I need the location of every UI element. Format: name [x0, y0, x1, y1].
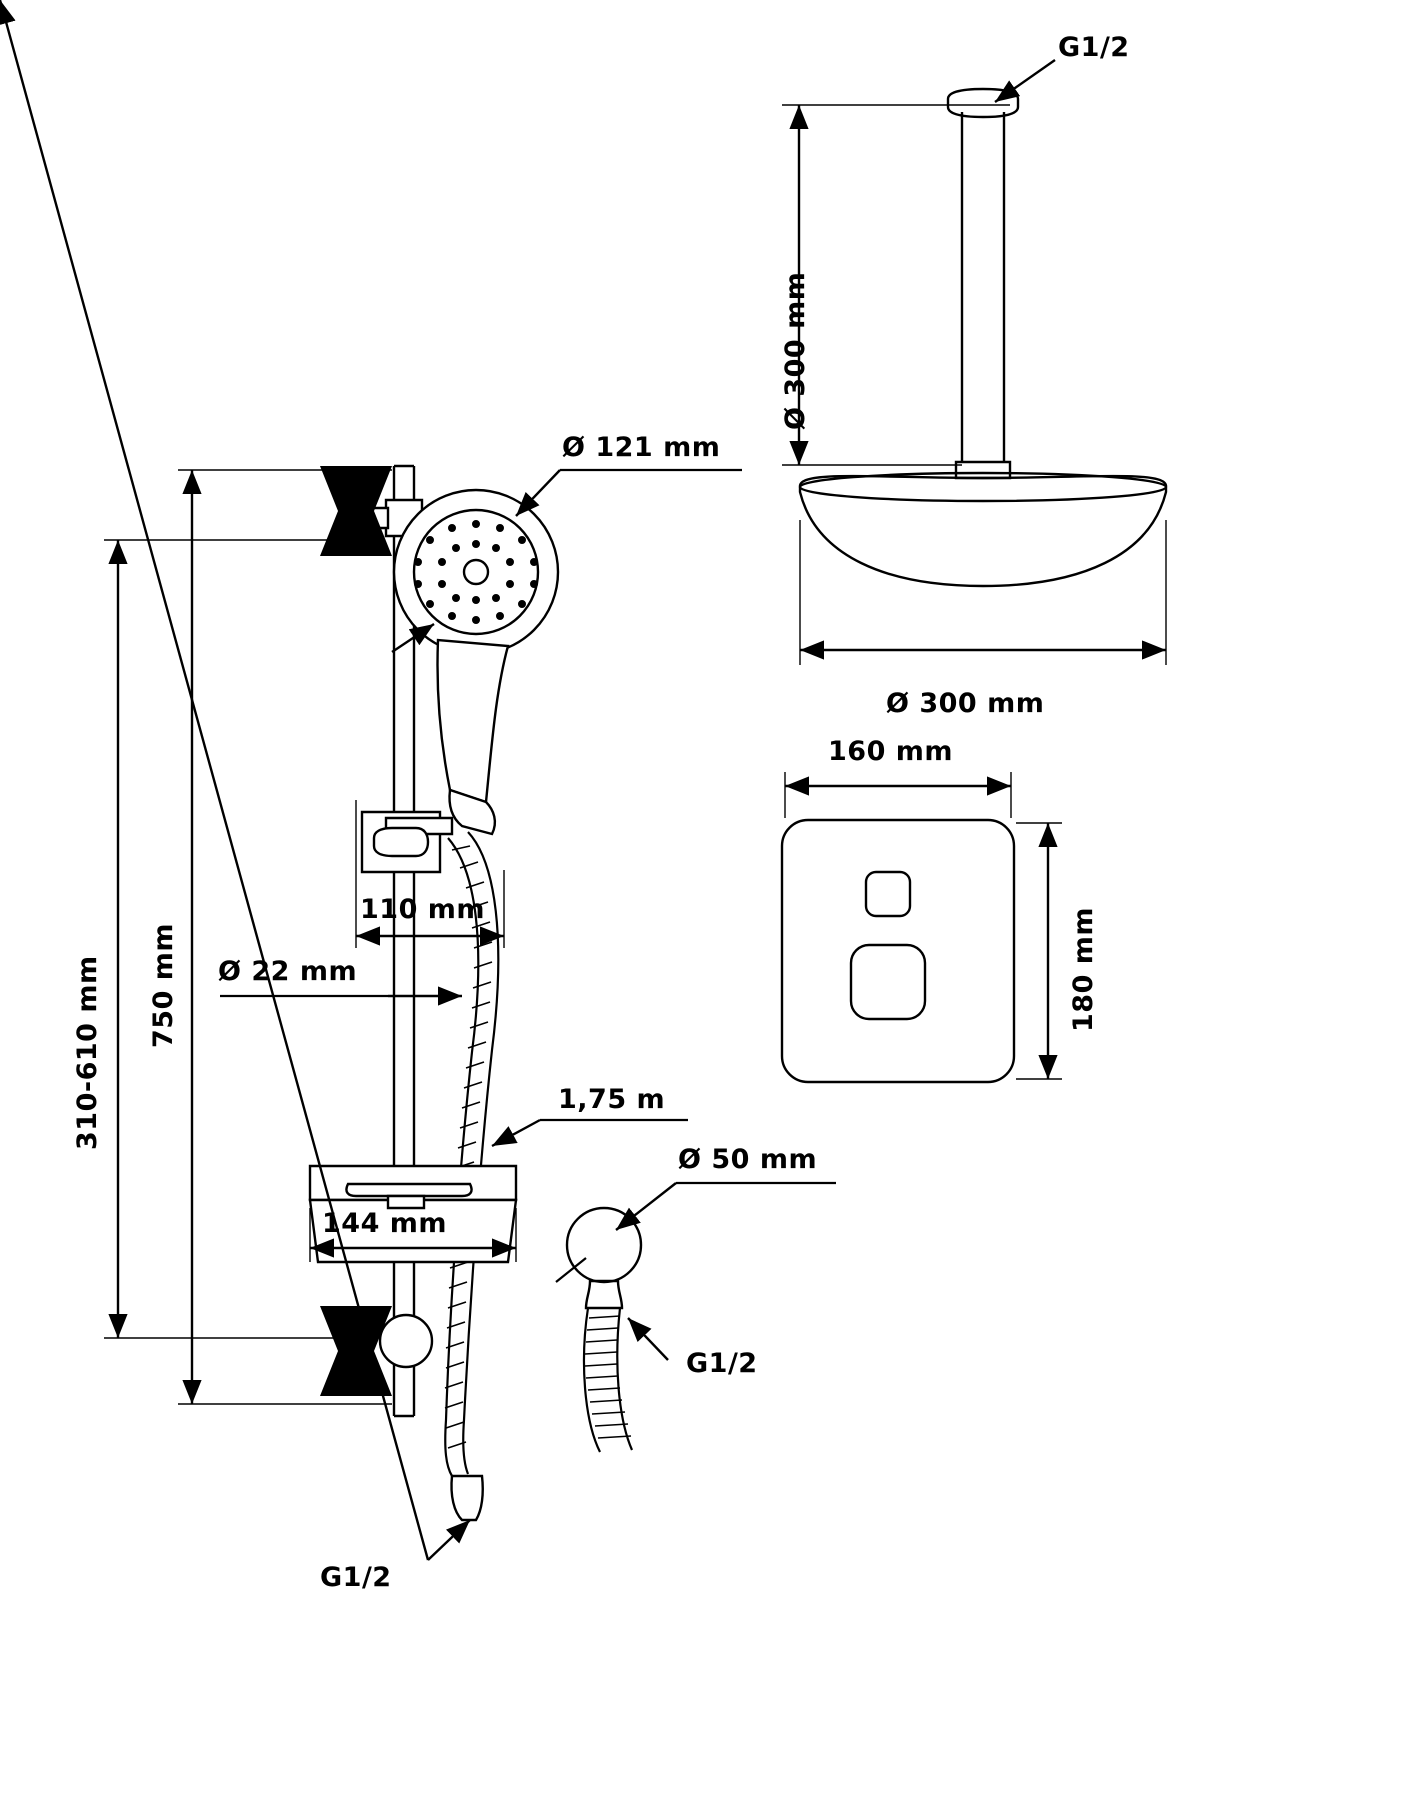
- label-hose-thread-bottom: G1/2: [320, 1562, 392, 1593]
- label-rail-tube-diameter: Ø 22 mm: [218, 956, 358, 987]
- label-outlet-diameter: Ø 50 mm: [678, 1144, 818, 1175]
- label-ceiling-arm-length: Ø 300 mm: [780, 271, 811, 430]
- label-ceiling-inlet-thread: G1/2: [1058, 32, 1130, 63]
- hand-shower-head: [394, 490, 558, 834]
- ceiling-shower-group: [800, 89, 1166, 586]
- label-outlet-thread: G1/2: [686, 1348, 758, 1379]
- label-bracket-offset: 110 mm: [360, 894, 486, 925]
- wall-outlet-group: [567, 1208, 641, 1452]
- label-panel-height: 180 mm: [1068, 906, 1099, 1032]
- label-panel-width: 160 mm: [828, 736, 954, 767]
- label-rail-travel: 310-610 mm: [72, 955, 103, 1150]
- label-rail-length: 750 mm: [148, 922, 179, 1048]
- label-head-diameter: Ø 300 mm: [886, 688, 1045, 719]
- label-hand-shower-diameter: Ø 121 mm: [562, 432, 721, 463]
- label-hose-length: 1,75 m: [558, 1084, 666, 1115]
- control-panel-group: [782, 820, 1014, 1082]
- label-soap-dish-width: 144 mm: [322, 1208, 448, 1239]
